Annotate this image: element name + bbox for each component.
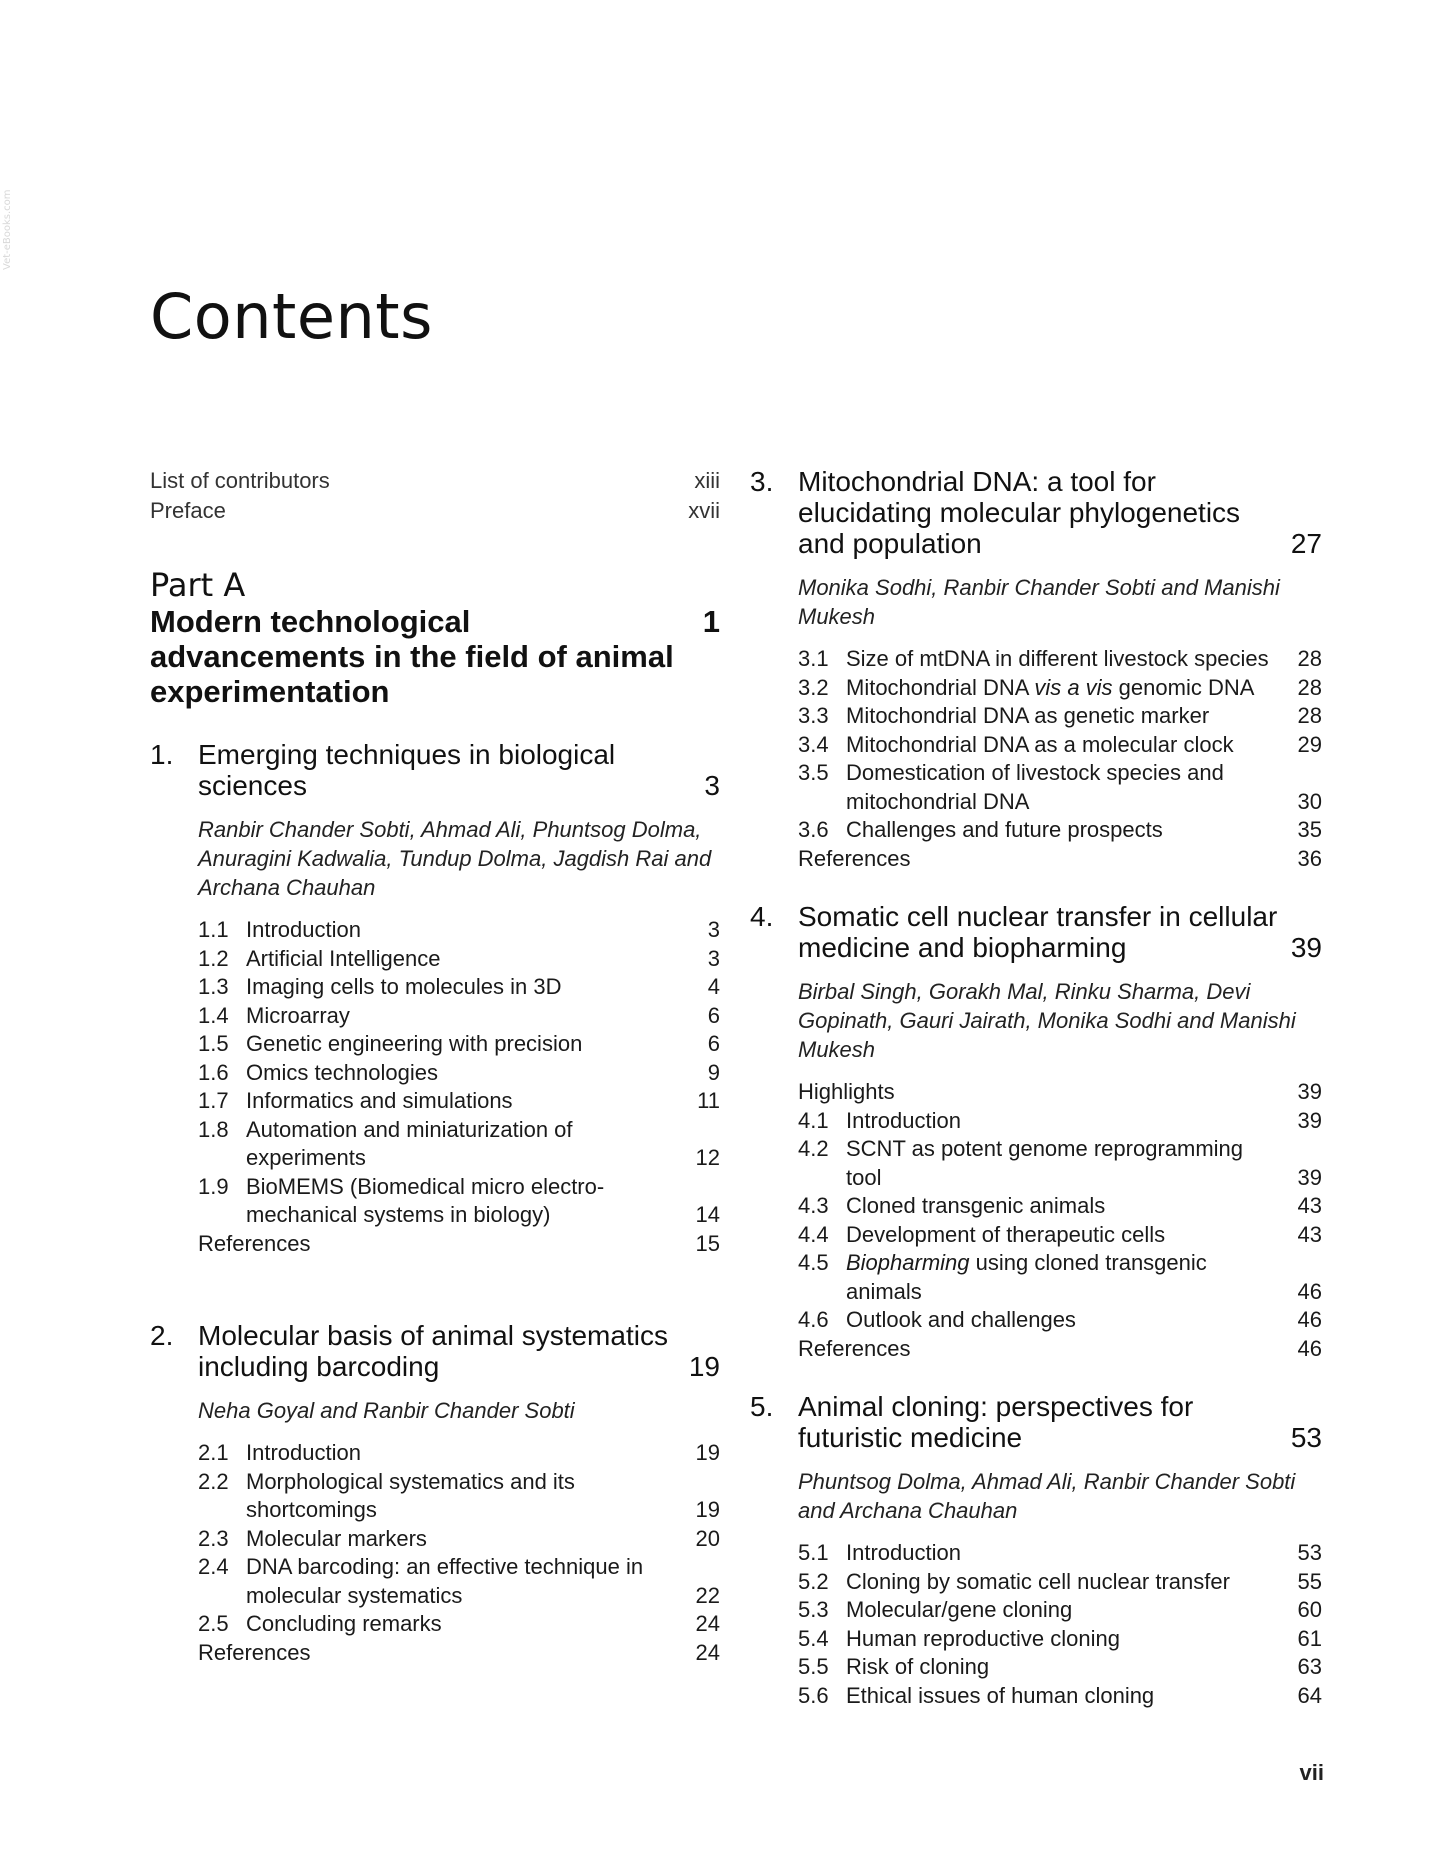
part-title-row [150,604,720,709]
section-title: Mitochondrial DNA as a molecular clock [846,731,1234,757]
section-number: 1.3 [198,974,229,999]
part-page: 1 [702,604,720,639]
section-number: 1.6 [198,1059,229,1085]
section-page: 24 [695,1639,720,1665]
section-title: Introduction [846,1540,961,1565]
section-page: 63 [1297,1654,1322,1679]
section-number: 1.8 [198,1116,229,1142]
section-title: Omics technologies [246,1059,438,1085]
page-title: Contents [150,280,433,353]
chapter-heading[interactable] [150,1320,720,1382]
section-entry[interactable] [198,1468,720,1525]
section-number: 1.1 [198,917,229,942]
chapter-number: 3. [750,466,774,497]
chapter-heading[interactable] [750,466,1322,559]
section-page: 3 [707,917,720,942]
section-list [798,1539,1322,1710]
chapter-authors: Ranbir Chander Sobti, Ahmad Ali, Phuntsog Dolma, Anuragini Kadwalia, Tundup Dolma, Jagdish Rai and Archana Chauhan [198,817,712,900]
section-entry-unnumbered[interactable] [798,845,1322,874]
section-title: Introduction [846,1107,961,1133]
section-number: 3.4 [798,731,829,757]
section-page: 3 [707,945,720,971]
section-page: 28 [1297,674,1322,700]
section-page: 9 [707,1059,720,1085]
section-entry[interactable] [798,1221,1322,1250]
part-heading[interactable] [150,566,720,709]
chapter-page: 3 [704,770,720,801]
section-page: 29 [1297,731,1322,757]
section-list [198,916,720,1258]
section-entry[interactable] [798,1625,1322,1654]
section-page: 28 [1297,646,1322,671]
section-number: 3.2 [798,674,829,700]
section-number: 2.1 [198,1440,229,1465]
section-page: 12 [695,1145,720,1170]
chapter-authors: Phuntsog Dolma, Ahmad Ali, Ranbir Chander Sobti and Archana Chauhan [798,1469,1296,1523]
section-entry[interactable] [798,1653,1322,1682]
section-number: 2.3 [198,1525,229,1551]
section-page: 60 [1297,1597,1322,1622]
section-title: BioMEMS (Biomedical micro electro-mechanical systems in biology) [246,1173,605,1227]
watermark: Vet-eBooks.com [2,189,13,270]
section-page: 15 [695,1230,720,1256]
section-entry-unnumbered[interactable] [198,1230,720,1259]
section-entry[interactable] [198,1059,720,1088]
section-number: 1.4 [198,1002,229,1028]
chapter-3 [750,466,1322,873]
chapter-1 [150,739,720,1258]
section-page: 55 [1297,1568,1322,1594]
section-title: Molecular/gene cloning [846,1597,1073,1622]
section-page: 39 [1297,1079,1322,1104]
section-number: 4.6 [798,1307,829,1332]
section-entry[interactable] [198,945,720,974]
chapter-page: 53 [1290,1422,1322,1453]
section-title: Introduction [246,1440,361,1465]
section-page: 39 [1297,1164,1322,1190]
section-page: 46 [1297,1278,1322,1304]
entry-label: List of contributors [150,468,330,493]
section-title: Cloned transgenic animals [846,1193,1106,1218]
section-page: 43 [1297,1193,1322,1218]
section-entry[interactable] [798,1249,1322,1306]
section-page: 53 [1297,1540,1322,1565]
section-entry[interactable] [198,1553,720,1610]
chapter-number: 2. [150,1320,174,1351]
section-entry[interactable] [198,1030,720,1059]
section-entry[interactable] [798,1107,1322,1136]
left-column [150,466,720,1667]
section-entry[interactable] [798,1568,1322,1597]
section-title: Artificial Intelligence [246,945,441,971]
section-number: 1.5 [198,1031,229,1056]
chapter-page: 27 [1290,528,1322,559]
section-title: Development of therapeutic cells [846,1221,1166,1247]
section-number: 5.2 [798,1568,829,1594]
section-entry[interactable] [798,759,1322,816]
chapter-2 [150,1320,720,1667]
section-entry[interactable] [198,973,720,1002]
part-label: Part A [150,566,246,604]
section-entry[interactable] [798,1135,1322,1192]
chapter-heading[interactable] [750,901,1322,963]
section-entry[interactable] [798,674,1322,703]
section-entry[interactable] [798,1682,1322,1711]
section-page: 28 [1297,703,1322,728]
section-title: References [198,1230,311,1256]
section-entry[interactable] [798,645,1322,674]
chapter-authors: Birbal Singh, Gorakh Mal, Rinku Sharma, Devi Gopinath, Gauri Jairath, Monika Sodhi and Manishi Mukesh [798,979,1296,1062]
section-number: 5.1 [798,1540,829,1565]
section-number: 5.3 [798,1597,829,1622]
section-title: Concluding remarks [246,1611,442,1636]
section-page: 35 [1297,817,1322,842]
section-title: Introduction [246,917,361,942]
section-title: Microarray [246,1002,350,1028]
right-column [750,466,1322,1710]
section-title: Cloning by somatic cell nuclear transfer [846,1568,1230,1594]
section-title: Ethical issues of human cloning [846,1682,1155,1708]
section-entry-unnumbered[interactable] [798,1335,1322,1364]
section-number: 2.4 [198,1554,229,1579]
toc-entry-contributors[interactable] [150,466,720,496]
chapter-heading[interactable] [750,1391,1322,1453]
section-number: 4.4 [798,1221,829,1247]
chapter-title: Molecular basis of animal systematics including barcoding [198,1320,668,1382]
section-page: 46 [1297,1307,1322,1332]
section-page: 20 [695,1525,720,1551]
section-page: 19 [695,1440,720,1465]
section-title: Outlook and challenges [846,1307,1076,1332]
section-number: 1.2 [198,945,229,971]
section-entry[interactable] [798,702,1322,731]
section-title: Human reproductive cloning [846,1625,1120,1651]
section-title: Risk of cloning [846,1654,990,1679]
chapter-authors: Neha Goyal and Ranbir Chander Sobti [198,1398,575,1423]
section-title: Informatics and simulations [246,1088,513,1113]
section-number: 2.2 [198,1468,229,1494]
section-entry[interactable] [798,1596,1322,1625]
section-entry[interactable] [798,816,1322,845]
section-title: Biopharming using cloned transgenic animals [846,1250,1207,1304]
section-title: Molecular markers [246,1525,427,1551]
section-title: Mitochondrial DNA as genetic marker [846,703,1210,728]
section-title: References [798,845,911,871]
section-entry[interactable] [798,731,1322,760]
toc-entry-preface[interactable] [150,496,720,526]
section-entry[interactable] [198,1173,720,1230]
chapter-5 [750,1391,1322,1710]
section-list [798,645,1322,873]
section-number: 1.9 [198,1173,229,1199]
chapter-authors: Monika Sodhi, Ranbir Chander Sobti and Manishi Mukesh [798,575,1280,629]
section-number: 4.3 [798,1193,829,1218]
section-number: 3.5 [798,760,829,785]
section-entry[interactable] [198,1002,720,1031]
section-number: 4.5 [798,1250,829,1275]
section-number: 5.4 [798,1625,829,1651]
section-page: 6 [707,1002,720,1028]
section-entry[interactable] [798,1192,1322,1221]
section-title: Genetic engineering with precision [246,1031,583,1056]
part-title: Modern technological advancements in the field of animal experimentation [150,604,674,709]
section-title: Imaging cells to molecules in 3D [246,974,562,999]
section-entry[interactable] [198,1525,720,1554]
section-title: Morphological systematics and its shortcomings [246,1468,575,1522]
chapter-title: Animal cloning: perspectives for futuristic medicine [798,1391,1194,1453]
section-title: References [798,1335,911,1361]
chapter-number: 4. [750,901,774,932]
page-number: vii [1299,1760,1324,1785]
entry-page: xvii [688,498,720,523]
section-number: 2.5 [198,1611,229,1636]
section-title: Mitochondrial DNA vis a vis genomic DNA [846,674,1255,700]
section-page: 22 [695,1582,720,1608]
section-title: DNA barcoding: an effective technique in molecular systematics [246,1554,644,1608]
chapter-number: 5. [750,1391,774,1422]
section-page: 6 [707,1031,720,1056]
entry-page: xiii [694,468,720,493]
section-page: 11 [697,1088,720,1113]
section-number: 5.6 [798,1682,829,1708]
section-page: 46 [1297,1335,1322,1361]
section-title: References [198,1639,311,1665]
chapter-title: Somatic cell nuclear transfer in cellular medicine and biopharming [798,901,1278,963]
section-number: 5.5 [798,1654,829,1679]
section-title: Automation and miniaturization of experiments [246,1116,573,1170]
section-page: 39 [1297,1107,1322,1133]
section-entry[interactable] [198,1116,720,1173]
section-page: 30 [1297,788,1322,814]
chapter-heading[interactable] [150,739,720,801]
chapter-4 [750,901,1322,1363]
section-entry[interactable] [798,1306,1322,1335]
section-page: 4 [707,974,720,999]
chapter-title: Mitochondrial DNA: a tool for elucidating molecular phylogenetics and population [798,466,1241,559]
section-entry[interactable] [798,1539,1322,1568]
section-page: 43 [1297,1221,1322,1247]
section-page: 64 [1297,1682,1322,1708]
section-entry[interactable] [198,916,720,945]
section-page: 19 [695,1497,720,1522]
section-list [198,1439,720,1667]
section-title: Domestication of livestock species and mitochondrial DNA [846,760,1224,814]
section-title: Challenges and future prospects [846,817,1163,842]
section-number: 4.2 [798,1136,829,1161]
section-entry[interactable] [198,1087,720,1116]
chapter-page: 19 [688,1351,720,1382]
section-title: Size of mtDNA in different livestock species [846,646,1269,671]
section-page: 61 [1297,1625,1322,1651]
chapter-title: Emerging techniques in biological sciences [198,739,616,801]
section-entry[interactable] [198,1439,720,1468]
section-entry-unnumbered[interactable] [798,1078,1322,1107]
section-page: 14 [695,1202,720,1227]
section-page: 24 [695,1611,720,1636]
entry-label: Preface [150,498,226,523]
section-number: 3.6 [798,817,829,842]
section-title: Highlights [798,1079,895,1104]
chapter-number: 1. [150,739,174,770]
section-page: 36 [1297,845,1322,871]
section-list [798,1078,1322,1363]
section-number: 4.1 [798,1107,829,1133]
chapter-page: 39 [1290,932,1322,963]
section-number: 1.7 [198,1088,229,1113]
section-entry-unnumbered[interactable] [198,1639,720,1668]
section-number: 3.3 [798,703,829,728]
section-title: SCNT as potent genome reprogramming tool [846,1136,1244,1190]
section-entry[interactable] [198,1610,720,1639]
section-number: 3.1 [798,646,829,671]
